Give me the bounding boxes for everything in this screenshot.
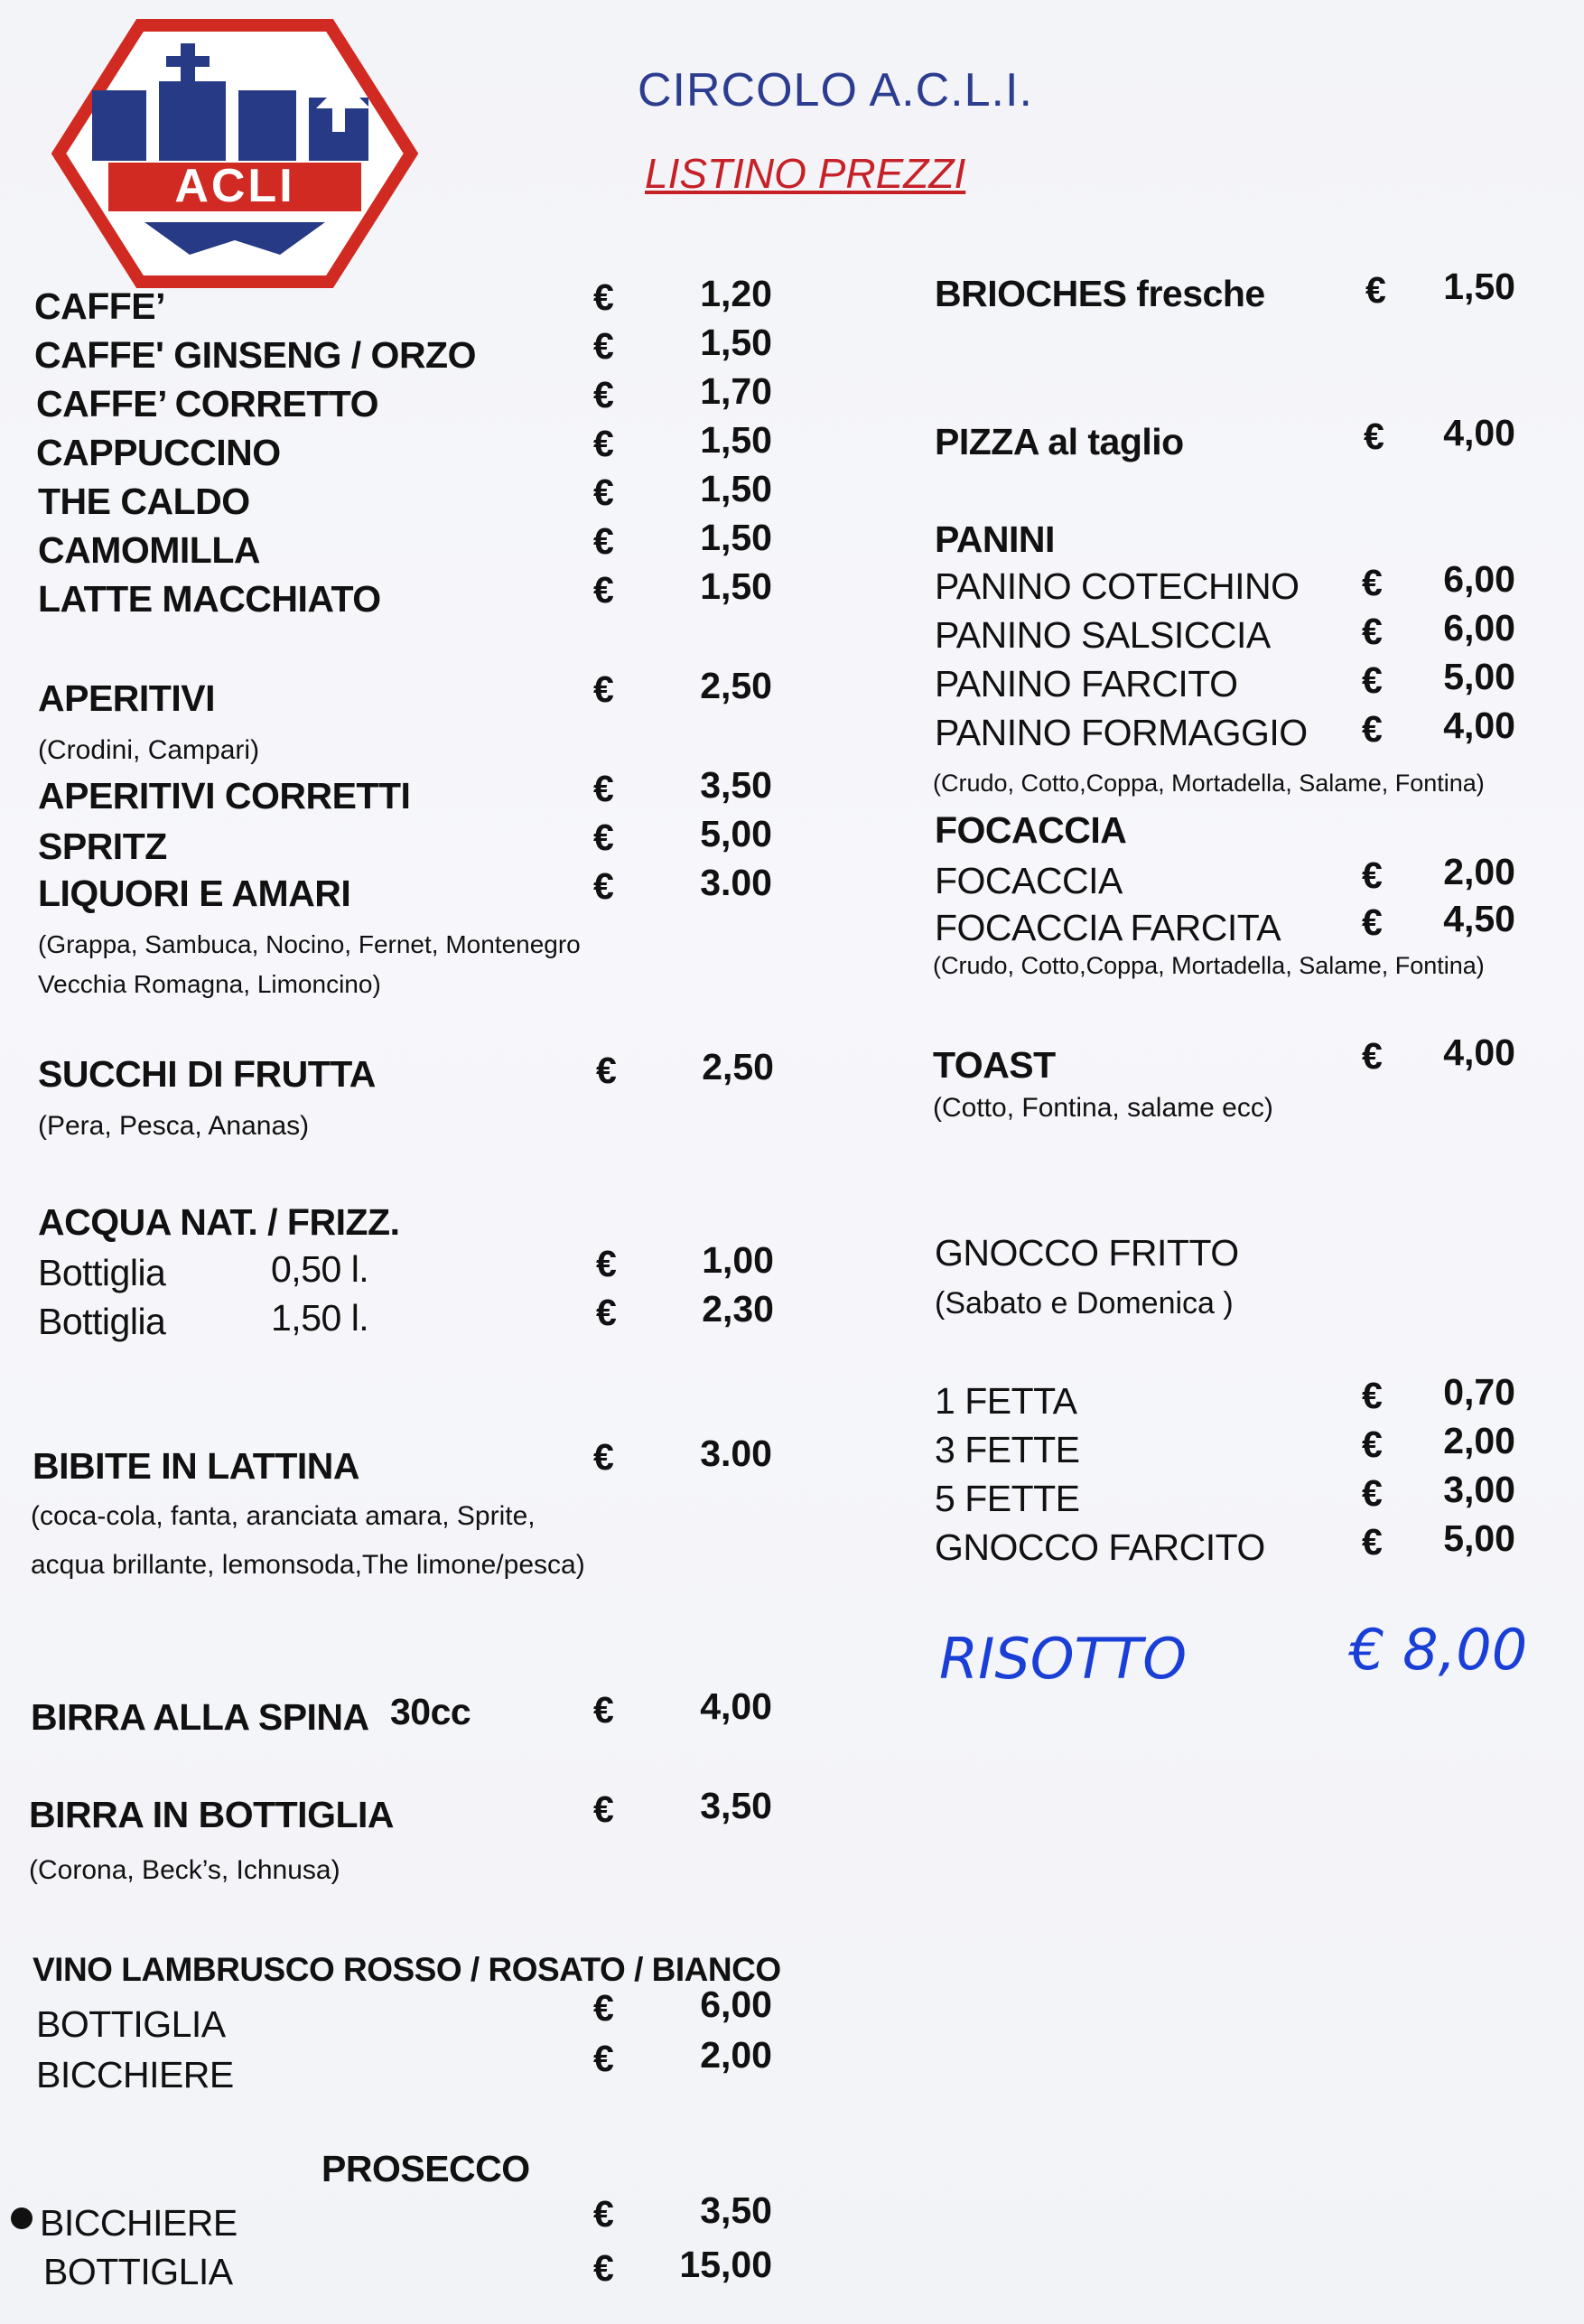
pin-dot: [11, 2207, 33, 2229]
item-price: 3.00: [700, 1433, 772, 1474]
item-name: BOTTIGLIA: [36, 2003, 226, 2045]
item-name: PANINO COTECHINO: [935, 565, 1300, 607]
euro-sign: €: [596, 1243, 617, 1284]
item-name: FOCACCIA: [935, 860, 1123, 901]
euro-sign: €: [593, 865, 614, 907]
item-name: Bottiglia: [38, 1301, 166, 1342]
item-name: LATTE MACCHIATO: [38, 578, 381, 620]
item-price: 4,50: [1443, 898, 1515, 939]
euro-sign: €: [593, 1689, 614, 1731]
item-price: 6,00: [1443, 558, 1515, 600]
euro-sign: €: [593, 569, 614, 611]
euro-sign: €: [593, 2193, 614, 2235]
item-note: (Crodini, Campari): [38, 735, 260, 765]
item-name: CAFFE’ CORRETTO: [36, 383, 378, 425]
item-name: GNOCCO FARCITO: [935, 1526, 1265, 1568]
item-name: PANINO SALSICCIA: [935, 614, 1271, 656]
item-price: 1,70: [700, 370, 772, 412]
euro-sign: €: [1362, 1423, 1383, 1465]
item-name: BICCHIERE: [36, 2054, 234, 2095]
euro-sign: €: [593, 2038, 614, 2079]
item-name: THE CALDO: [38, 481, 250, 522]
item-price: 6,00: [1443, 607, 1515, 649]
logo-text: ACLI: [174, 160, 295, 212]
item-name: BOTTIGLIA: [43, 2251, 233, 2292]
euro-sign: €: [593, 325, 614, 367]
item-name: SPRITZ: [38, 826, 167, 867]
item-name: BICCHIERE: [40, 2202, 238, 2244]
item-note: (coca-cola, fanta, aranciata amara, Sprite,: [31, 1501, 536, 1531]
item-price: 2,00: [1443, 1420, 1515, 1461]
item-price: 4,00: [1443, 412, 1515, 453]
item-price: 2,00: [700, 2034, 772, 2076]
euro-sign: €: [593, 768, 614, 809]
item-price: 3,50: [700, 2189, 772, 2231]
euro-sign: €: [1362, 659, 1383, 701]
item-price: 5,00: [1443, 1517, 1515, 1559]
item-price: 4,00: [700, 1685, 772, 1727]
item-price: 15,00: [679, 2244, 772, 2285]
item-price: 1,00: [702, 1239, 774, 1281]
euro-sign: €: [1362, 611, 1383, 652]
section-title: GNOCCO FRITTO: [935, 1232, 1239, 1274]
euro-sign: €: [593, 471, 614, 513]
item-price: 2,30: [702, 1288, 774, 1330]
item-name: CAFFE' GINSENG / ORZO: [34, 334, 476, 376]
euro-sign: €: [593, 817, 614, 858]
item-note: (Grappa, Sambuca, Nocino, Fernet, Montenegro: [38, 930, 581, 958]
section-title: PANINI: [935, 518, 1055, 560]
item-price: 3,50: [700, 764, 772, 806]
euro-sign: €: [1362, 1521, 1383, 1563]
euro-sign: €: [1362, 1472, 1383, 1514]
euro-sign: €: [593, 276, 614, 318]
page-title: CIRCOLO A.C.L.I.: [638, 64, 1033, 117]
item-name: 3 FETTE: [935, 1429, 1080, 1470]
item-name: FOCACCIA FARCITA: [935, 907, 1281, 948]
euro-sign: €: [593, 1987, 614, 2029]
item-price: 2,00: [1443, 851, 1515, 892]
euro-sign: €: [1362, 562, 1383, 603]
euro-sign: €: [593, 1436, 614, 1478]
item-note: (Crudo, Cotto,Coppa, Mortadella, Salame, Fontina): [933, 770, 1485, 797]
euro-sign: €: [1362, 1035, 1383, 1077]
euro-sign: €: [593, 668, 614, 710]
item-name: PANINO FORMAGGIO: [935, 712, 1308, 753]
item-price: 1,50: [700, 322, 772, 363]
item-name: PIZZA al taglio: [935, 421, 1184, 462]
item-note: (Corona, Beck’s, Ichnusa): [29, 1855, 340, 1885]
item-price: 5,00: [700, 813, 772, 854]
item-price: 1,50: [1443, 266, 1515, 307]
item-note: (Sabato e Domenica ): [935, 1286, 1234, 1321]
item-name: APERITIVI CORRETTI: [38, 775, 411, 817]
item-name: TOAST: [933, 1044, 1056, 1086]
handwritten-item-name: RISOTTO: [939, 1626, 1188, 1692]
acli-logo: [45, 18, 424, 289]
euro-sign: €: [1365, 269, 1386, 311]
item-name: APERITIVI: [38, 677, 215, 719]
euro-sign: €: [1362, 708, 1383, 750]
item-name: BRIOCHES fresche: [935, 273, 1265, 314]
item-price: 6,00: [700, 1983, 772, 2025]
item-name: CAFFE’: [34, 285, 166, 327]
item-price: 2,50: [700, 665, 772, 706]
item-size: 0,50 l.: [271, 1248, 369, 1290]
item-note: (Cotto, Fontina, salame ecc): [933, 1093, 1273, 1123]
euro-sign: €: [596, 1292, 617, 1333]
item-price: 2,50: [702, 1046, 774, 1087]
section-title: ACQUA NAT. / FRIZZ.: [38, 1201, 400, 1243]
item-name: BIRRA ALLA SPINA: [31, 1696, 369, 1738]
item-size: 30cc: [390, 1691, 471, 1732]
euro-sign: €: [593, 520, 614, 562]
item-size: 1,50 l.: [271, 1297, 369, 1339]
euro-sign: €: [593, 2247, 614, 2289]
item-note: (Pera, Pesca, Ananas): [38, 1111, 310, 1141]
item-name: 1 FETTA: [935, 1380, 1077, 1422]
item-price: 0,70: [1443, 1371, 1515, 1413]
item-price: 1,50: [700, 419, 772, 461]
euro-sign: €: [1364, 415, 1384, 457]
item-price: 4,00: [1443, 705, 1515, 746]
euro-sign: €: [593, 423, 614, 464]
item-name: SUCCHI DI FRUTTA: [38, 1053, 376, 1095]
section-title: VINO LAMBRUSCO ROSSO / ROSATO / BIANCO: [33, 1951, 781, 1988]
euro-sign: €: [1362, 854, 1383, 896]
item-name: CAMOMILLA: [38, 529, 261, 571]
item-note: (Crudo, Cotto,Coppa, Mortadella, Salame, Fontina): [933, 952, 1485, 979]
item-note: Vecchia Romagna, Limoncino): [38, 970, 381, 998]
section-title: FOCACCIA: [935, 809, 1127, 851]
item-name: LIQUORI E AMARI: [38, 873, 351, 914]
item-name: CAPPUCCINO: [36, 432, 281, 473]
item-price: 1,20: [700, 273, 772, 314]
euro-sign: €: [1362, 1375, 1383, 1416]
item-price: 3,00: [1443, 1469, 1515, 1510]
handwritten-item-price: € 8,00: [1349, 1617, 1528, 1683]
page-subtitle: LISTINO PREZZI: [645, 150, 966, 197]
item-price: 3.00: [700, 862, 772, 903]
item-price: 3,50: [700, 1785, 772, 1826]
item-price: 1,50: [700, 517, 772, 558]
euro-sign: €: [593, 1788, 614, 1830]
item-price: 5,00: [1443, 656, 1515, 697]
euro-sign: €: [1362, 901, 1383, 943]
section-title: PROSECCO: [321, 2148, 530, 2189]
item-name: BIRRA IN BOTTIGLIA: [29, 1794, 395, 1835]
item-note: acqua brillante, lemonsoda,The limone/pesca): [31, 1550, 585, 1580]
item-price: 1,50: [700, 565, 772, 607]
item-name: BIBITE IN LATTINA: [33, 1445, 359, 1487]
item-name: Bottiglia: [38, 1252, 166, 1293]
item-price: 4,00: [1443, 1031, 1515, 1073]
item-name: 5 FETTE: [935, 1478, 1080, 1519]
item-price: 1,50: [700, 468, 772, 509]
euro-sign: €: [593, 374, 614, 415]
item-name: PANINO FARCITO: [935, 663, 1238, 705]
euro-sign: €: [596, 1050, 617, 1091]
